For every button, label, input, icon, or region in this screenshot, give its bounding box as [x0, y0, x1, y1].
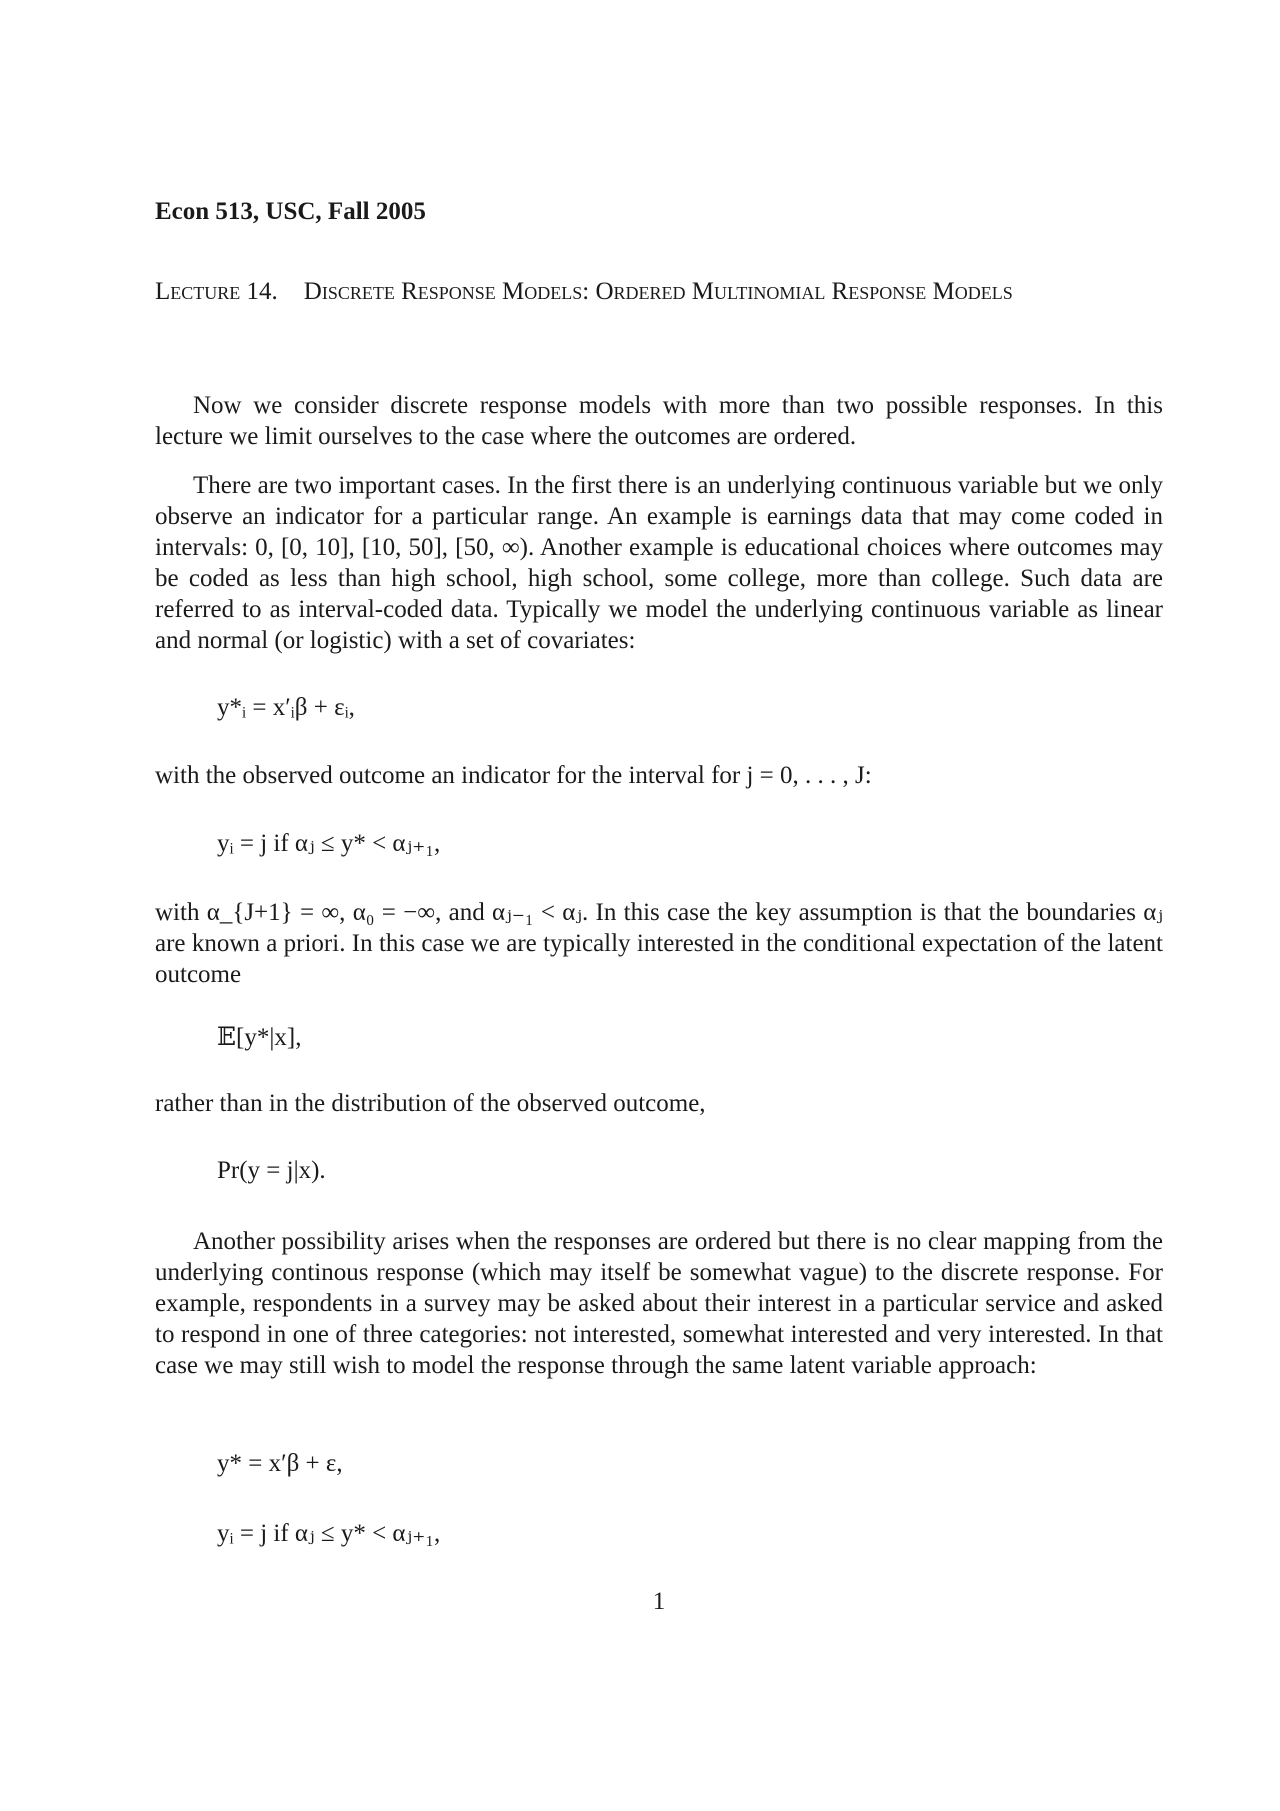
- paragraph-another-possibility: Another possibility arises when the responses are ordered but there is no clear mapping from the underlying continous response (which may itself be somewhat vague) to the discrete response. For example, respondents in a survey may be asked about their interest in a particular service and asked to respond in one of three categories: not interested, somewhat interested and very interested. In that case we may still wish to model the response through the same latent variable approach:: [155, 1228, 1163, 1379]
- lecture-title-text: Discrete Response Models: Ordered Multinomial Response Models: [303, 278, 1013, 305]
- equation-conditional-expectation: 𝔼[y*|x],: [217, 1024, 302, 1051]
- paragraph-intro: Now we consider discrete response models with more than two possible responses. In this lecture we limit ourselves to the case where the outcomes are ordered.: [155, 392, 1163, 450]
- paragraph-distribution: rather than in the distribution of the observed outcome,: [155, 1090, 706, 1117]
- paragraph-observed-outcome: with the observed outcome an indicator for the interval for j = 0, . . . , J:: [155, 762, 872, 789]
- paragraph-two-cases: There are two important cases. In the first there is an underlying continuous variable but we only observe an indicator for a particular range. An example is earnings data that may come coded in intervals: 0, [0, 10], [10, 50], [50, ∞). Another example is educational choices where outcomes may be coded as less than high school, high school, some college, more than college. Such data are referred to as interval-coded data. Typically we model the underlying continuous variable as linear and normal (or logistic) with a set of covariates:: [155, 472, 1163, 654]
- paragraph-boundaries: with α_{J+1} = ∞, α₀ = −∞, and αⱼ₋₁ < αⱼ. In this case the key assumption is that the boundaries αⱼ are known a priori. In this case we are typically interested in the conditional expectation of the latent outcome: [155, 899, 1163, 988]
- equation-interval-rule: yᵢ = j if αⱼ ≤ y* < αⱼ₊₁,: [217, 830, 441, 857]
- equation-interval-rule-2: yᵢ = j if αⱼ ≤ y* < αⱼ₊₁,: [217, 1520, 441, 1547]
- course-heading: Econ 513, USC, Fall 2005: [155, 198, 426, 225]
- equation-latent-model-2: y* = x′β + ε,: [217, 1450, 343, 1477]
- equation-latent-model: y*ᵢ = x′ᵢβ + εᵢ,: [217, 694, 355, 721]
- lecture-title: [155, 276, 1163, 307]
- lecture-number: Lecture 14.: [155, 278, 278, 305]
- page-number: 1: [652, 1588, 666, 1615]
- equation-probability: Pr(y = j|x).: [217, 1157, 326, 1184]
